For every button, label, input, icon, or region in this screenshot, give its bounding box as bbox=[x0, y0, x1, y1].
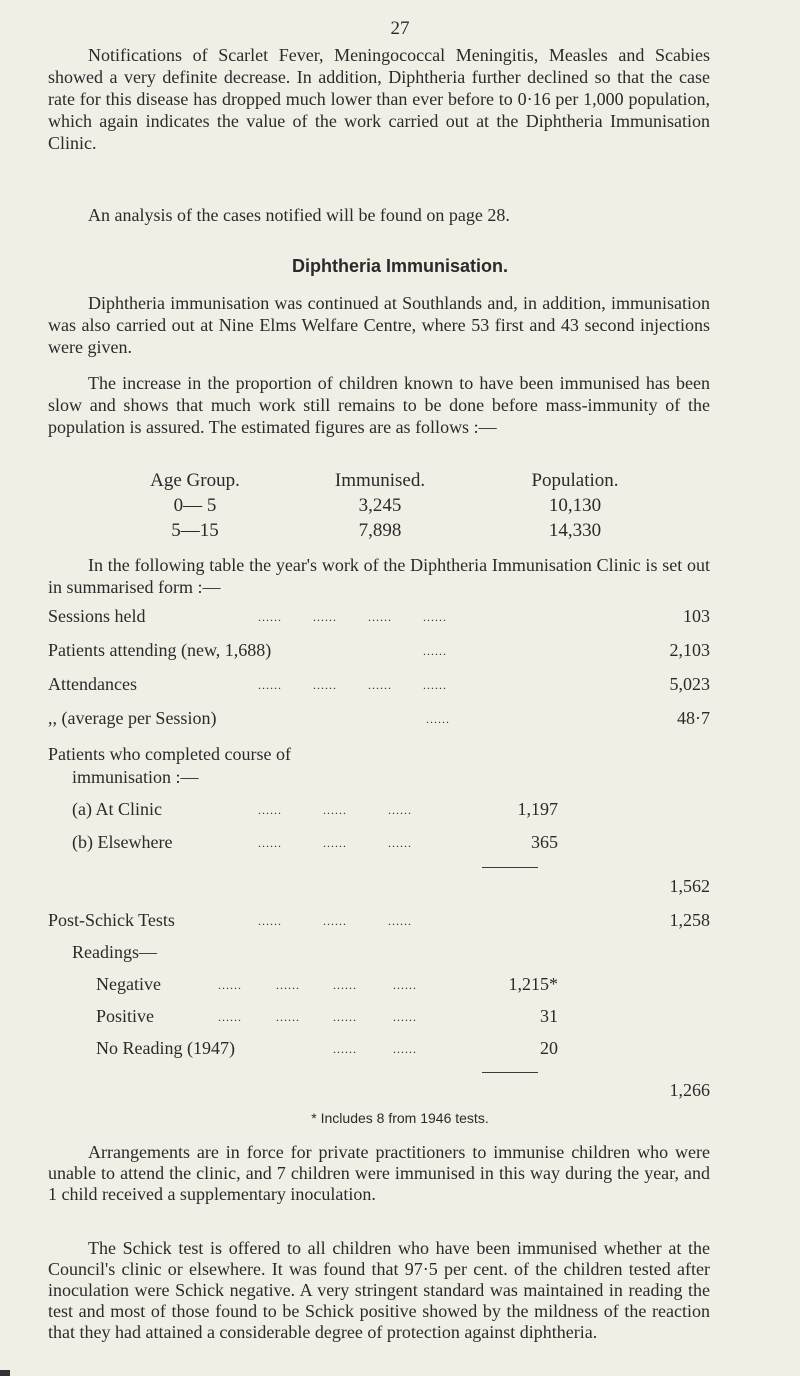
paragraph-private-practitioners bbox=[48, 1142, 710, 1205]
stat-label: Post-Schick Tests bbox=[48, 910, 175, 930]
leader-dots: ...... bbox=[393, 1010, 417, 1024]
stat-label: Sessions held bbox=[48, 606, 146, 626]
leader-dots: ...... bbox=[258, 914, 282, 928]
leader-dots: ...... bbox=[218, 1010, 242, 1024]
leader-dots: ...... bbox=[323, 803, 347, 817]
leader-dots: ...... bbox=[323, 914, 347, 928]
cell-age-group: 0— 5 bbox=[173, 495, 217, 516]
paragraph-text: Notifications of Scarlet Fever, Meningococcal Meningitis, Measles and Scabies showed a very definite decrease. In addition, Diphtheria further declined so that the case rate for this disease has dropped much lower than ever before to 0·16 per 1,000 population, which again indicates the value of the work carried out at the Diphtheria Immunisation Clinic. bbox=[48, 45, 710, 153]
paragraph-text: The Schick test is offered to all children who have been immunised whether at the Council's clinic or elsewhere. It was found that 97·5 per cent. of the children tested after inoculation were Schick negative. A very stringent standard was maintained in reading the test and most of those found to be Schick positive showed by the mildness of the reaction that they had attained a considerable degree of protection against diphtheria. bbox=[48, 1238, 710, 1342]
leader-dots: ...... bbox=[388, 914, 412, 928]
leader-dots: ...... bbox=[388, 803, 412, 817]
paragraph-text: Arrangements are in force for private practitioners to immunise children who were unable to attend the clinic, and 7 children were immunised in this way during the year, and 1 child received a supplementary inoculation. bbox=[48, 1142, 710, 1204]
stat-value: 5,023 bbox=[669, 674, 710, 694]
cell-population: 10,130 bbox=[548, 495, 602, 516]
leader-dots: ...... bbox=[258, 836, 282, 850]
leader-dots: ...... bbox=[423, 644, 447, 658]
stat-label: Positive bbox=[96, 1006, 155, 1026]
stat-subvalue: 20 bbox=[540, 1038, 558, 1058]
stat-label: ,, (average per Session) bbox=[48, 708, 217, 728]
leader-dots: ...... bbox=[333, 978, 357, 992]
stat-positive bbox=[48, 1006, 710, 1030]
stat-label: (a) At Clinic bbox=[72, 799, 162, 819]
stat-label: Negative bbox=[96, 974, 161, 994]
cell-population: 14,330 bbox=[548, 520, 602, 541]
leader-dots: ...... bbox=[368, 610, 392, 624]
cell-immunised: 3,245 bbox=[358, 495, 402, 516]
stat-label: (b) Elsewhere bbox=[72, 832, 173, 852]
paragraph-schick-test bbox=[48, 1238, 710, 1343]
paragraph-text: Diphtheria immunisation was continued at Southlands and, in addition, immunisation was also carried out at Nine Elms Welfare Centre, where 53 first and 43 second injections were given. bbox=[48, 293, 710, 357]
page-edge-mark bbox=[0, 1370, 10, 1376]
section-heading: Diphtheria Immunisation. bbox=[291, 256, 509, 276]
cell-immunised: 7,898 bbox=[358, 520, 402, 541]
stat-value: 1,266 bbox=[669, 1080, 710, 1100]
stat-no-reading bbox=[48, 1038, 710, 1062]
leader-dots: ...... bbox=[323, 836, 347, 850]
leader-dots: ...... bbox=[333, 1010, 357, 1024]
leader-dots: ...... bbox=[368, 678, 392, 692]
stat-subvalue: 1,215* bbox=[508, 974, 558, 994]
leader-dots: ...... bbox=[276, 1010, 300, 1024]
header-immunised: Immunised. bbox=[334, 470, 426, 491]
table-footnote: * Includes 8 from 1946 tests. bbox=[311, 1110, 489, 1126]
stat-value: 2,103 bbox=[669, 640, 710, 660]
leader-dots: ...... bbox=[313, 678, 337, 692]
leader-dots: ...... bbox=[393, 1042, 417, 1056]
leader-dots: ...... bbox=[218, 978, 242, 992]
leader-dots: ...... bbox=[423, 678, 447, 692]
leader-dots: ...... bbox=[258, 678, 282, 692]
header-population: Population. bbox=[531, 470, 619, 491]
leader-dots: ...... bbox=[258, 803, 282, 817]
stat-readings-total bbox=[48, 1080, 710, 1104]
paragraph-text: In the following table the year's work of the Diphtheria Immunisation Clinic is set out in summarised form :— bbox=[48, 555, 710, 597]
leader-dots: ...... bbox=[258, 610, 282, 624]
paragraph-text: The increase in the proportion of children known to have been immunised has been slow and shows that much work still remains to be done before mass-immunity of the population is assured. The estimated figures are as follows :— bbox=[48, 373, 710, 437]
leader-dots: ...... bbox=[423, 610, 447, 624]
stat-label: Readings— bbox=[72, 942, 157, 962]
leader-dots: ...... bbox=[388, 836, 412, 850]
stat-value: 1,562 bbox=[669, 876, 710, 896]
stat-subvalue: 365 bbox=[531, 832, 558, 852]
stat-subvalue: 1,197 bbox=[517, 799, 558, 819]
subtotal-rule bbox=[482, 1072, 538, 1073]
leader-dots: ...... bbox=[333, 1042, 357, 1056]
stat-label: Patients attending (new, 1,688) bbox=[48, 640, 272, 660]
stat-subvalue: 31 bbox=[540, 1006, 558, 1026]
leader-dots: ...... bbox=[393, 978, 417, 992]
header-age-group: Age Group. bbox=[150, 470, 240, 491]
stat-value: 1,258 bbox=[669, 910, 710, 930]
stat-label: No Reading (1947) bbox=[96, 1038, 235, 1058]
stat-label: immunisation :— bbox=[72, 767, 199, 787]
stat-value: 103 bbox=[683, 606, 710, 626]
page-number: 27 bbox=[390, 18, 410, 39]
leader-dots: ...... bbox=[276, 978, 300, 992]
stat-value: 48·7 bbox=[677, 708, 710, 728]
leader-dots: ...... bbox=[313, 610, 337, 624]
leader-dots: ...... bbox=[426, 712, 450, 726]
stat-label: Attendances bbox=[48, 674, 137, 694]
cell-age-group: 5—15 bbox=[171, 520, 219, 541]
stat-label: Patients who completed course of bbox=[48, 744, 291, 764]
paragraph-text: An analysis of the cases notified will be found on page 28. bbox=[88, 205, 510, 225]
